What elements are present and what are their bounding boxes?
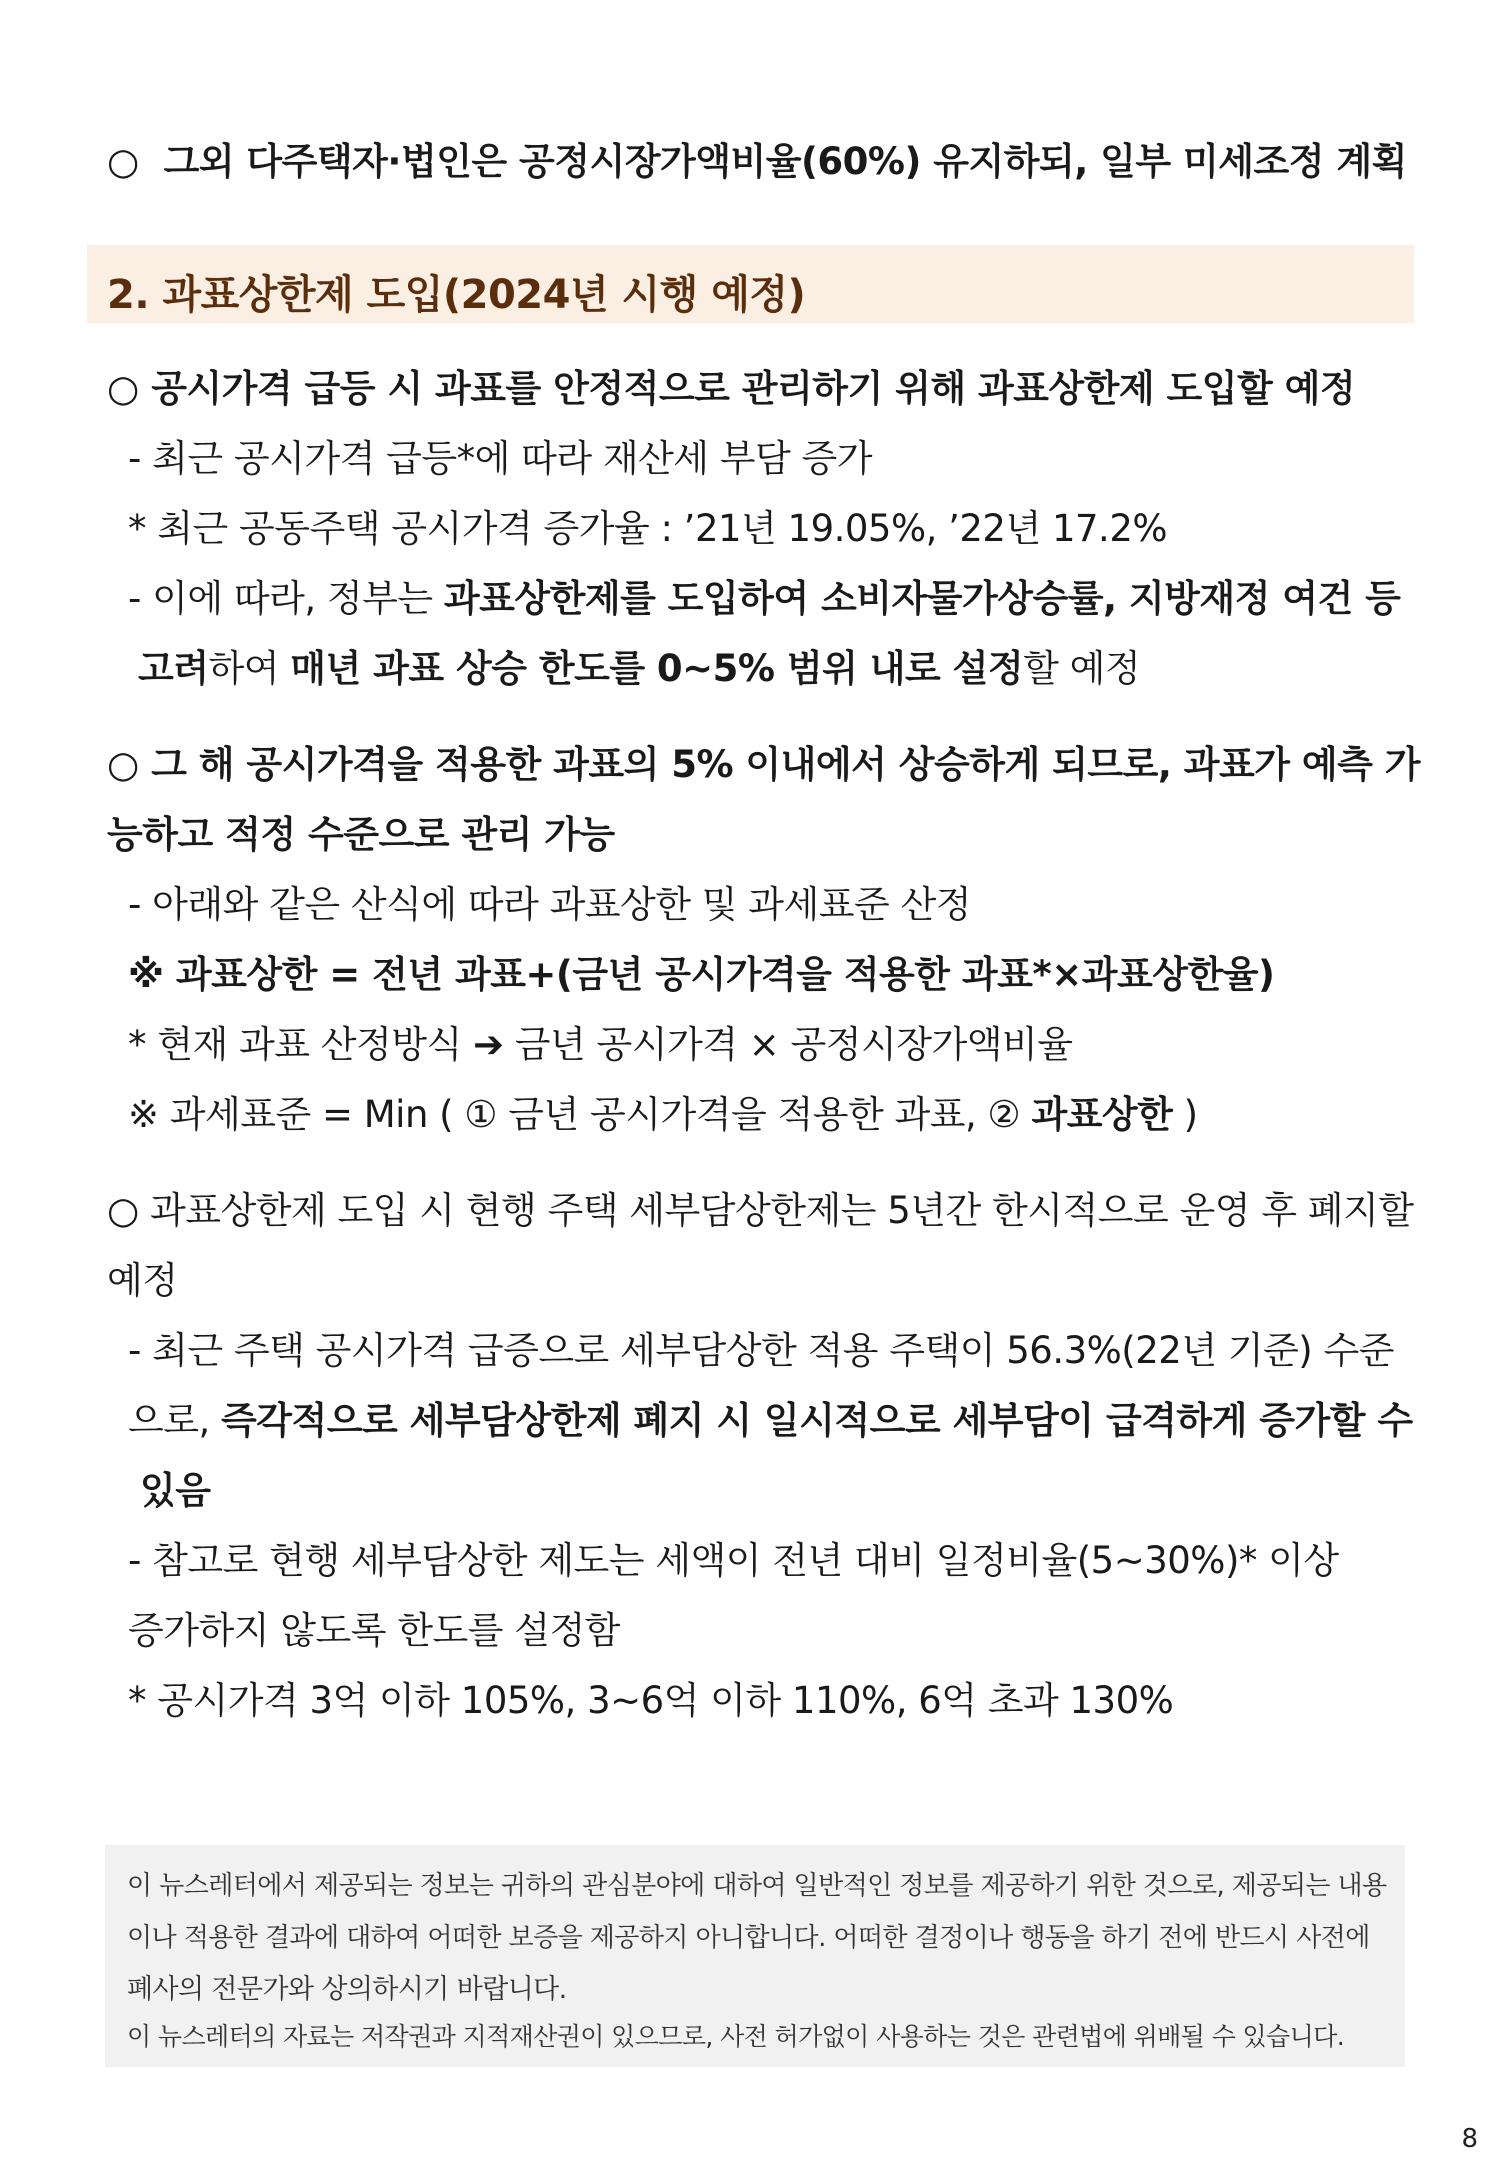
p1-text: 공시가격 급등 시 과표를 안정적으로 관리하기 위해 과표상한제 도입할 예정: [151, 367, 1356, 410]
page-number: 8: [1461, 2124, 1478, 2154]
intro-text: 그외 다주택자·법인은 공정시장가액비율(60%) 유지하되, 일부 미세조정 계획: [163, 140, 1407, 183]
p2-note-2-a: ※ 과세표준 = Min ( ① 금년 공시가격을 적용한 과표, ②: [128, 1093, 1032, 1136]
p1-lead: [107, 367, 1356, 410]
p3-detail-5: 증가하지 않도록 한도를 설정함: [128, 1609, 620, 1652]
p2-line-1: ○ 그 해 공시가격을 적용한 과표의 5% 이내에서 상승하게 되므로, 과표가 예측 가: [107, 743, 1420, 786]
p3-line-2: 예정: [107, 1259, 178, 1302]
p1-detail-2-f: 할 예정: [1023, 647, 1141, 690]
p3-detail-2-b: 즉각적으로 세부담상한제 폐지 시 일시적으로 세부담이 급격하게 증가할 수: [221, 1399, 1413, 1442]
intro-line: [107, 140, 1407, 183]
p2-note-2-c: ): [1172, 1093, 1198, 1136]
p1-detail-2-d: 하여: [208, 647, 291, 690]
disclaimer-box: [105, 1845, 1405, 2067]
p1-detail-2-a: - 이에 따라, 정부는: [128, 577, 444, 620]
p1-detail-2: [128, 577, 1401, 620]
p2-formula: ※ 과표상한 = 전년 과표+(금년 공시가격을 적용한 과표*×과표상한율): [128, 953, 1275, 996]
disclaimer-line: 이 뉴스레터의 자료는 저작권과 지적재산권이 있으므로, 사전 허가없이 사용하는 것은 관련법에 위배될 수 있습니다.: [127, 2022, 1345, 2051]
p1-detail-2-c: 고려: [138, 647, 209, 690]
p2-note-2-b: 과표상한: [1031, 1093, 1173, 1136]
intro-bullet: ○: [107, 140, 139, 183]
disclaimer-line: 이 뉴스레터에서 제공되는 정보는 귀하의 관심분야에 대하여 일반적인 정보를 제공하기 위한 것으로, 제공되는 내용: [127, 1871, 1387, 1901]
p3-line-1: ○ 과표상한제 도입 시 현행 주택 세부담상한제는 5년간 한시적으로 운영 후 폐지할: [107, 1189, 1414, 1232]
p2-detail-1: - 아래와 같은 산식에 따라 과표상한 및 과세표준 산정: [128, 883, 972, 926]
p2-line-2: 능하고 적정 수준으로 관리 가능: [107, 813, 615, 856]
p3-detail-2: [128, 1399, 1413, 1442]
p1-detail-2-cont: [138, 647, 1141, 690]
p2-note-1-b: 금년 공시가격 × 공정시장가액비율: [503, 1023, 1073, 1066]
p2-note-2: [128, 1093, 1198, 1136]
disclaimer-line: 폐사의 전문가와 상의하시기 바랍니다.: [127, 1974, 567, 2005]
p2-note-1-a: * 현재 과표 산정방식: [128, 1023, 473, 1066]
p2-note-1: [128, 1023, 1073, 1066]
disclaimer-line: 이나 적용한 결과에 대하여 어떠한 보증을 제공하지 아니합니다. 어떠한 결정이나 행동을 하기 전에 반드시 사전에: [127, 1923, 1370, 1953]
p3-detail-1: - 최근 주택 공시가격 급증으로 세부담상한 적용 주택이 56.3%(22년 기준) 수준: [128, 1329, 1394, 1372]
p1-bullet: ○: [107, 367, 139, 410]
p1-detail-2-b: 과표상한제를 도입하여 소비자물가상승률, 지방재정 여건 등: [443, 577, 1401, 620]
arrow-right-icon: ➔: [472, 1023, 504, 1066]
p1-detail-1: - 최근 공시가격 급등*에 따라 재산세 부담 증가: [128, 437, 873, 480]
p3-detail-4: - 참고로 현행 세부담상한 제도는 세액이 전년 대비 일정비율(5~30%)* 이상: [128, 1539, 1339, 1582]
p3-detail-2-a: 으로,: [128, 1399, 222, 1442]
p3-detail-3: 있음: [140, 1469, 211, 1512]
section-heading-bar: [87, 245, 1414, 323]
section-title: 2. 과표상한제 도입(2024년 시행 예정): [107, 272, 806, 318]
p1-note-1: * 최근 공동주택 공시가격 증가율 : ’21년 19.05%, ’22년 17.2%: [128, 507, 1168, 550]
p3-note-1: * 공시가격 3억 이하 105%, 3~6억 이하 110%, 6억 초과 130%: [128, 1679, 1174, 1722]
p1-detail-2-e: 매년 과표 상승 한도를 0~5% 범위 내로 설정: [290, 647, 1024, 690]
